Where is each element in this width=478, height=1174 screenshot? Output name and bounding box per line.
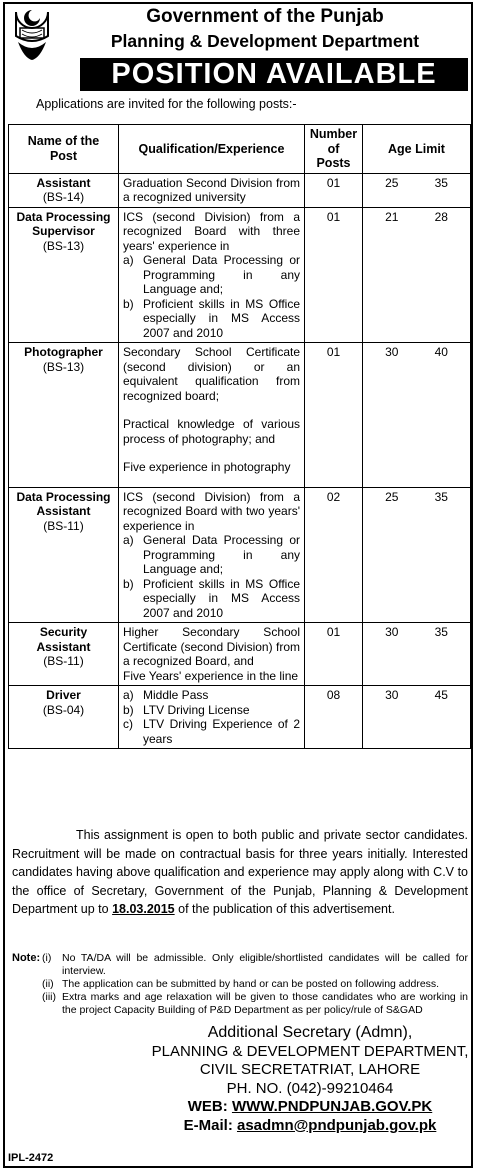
note-text: No TA/DA will be admissible. Only eligible/shortlisted candidates will be called for interview. [62, 952, 468, 977]
list-text: General Data Processing or Programming in any Language and; [143, 253, 300, 296]
government-crest-icon [10, 6, 54, 62]
list-marker: b) [123, 576, 134, 591]
phone-number: PH. NO. (042)-99210464 [226, 1079, 394, 1097]
email-link[interactable]: asadmn@pndpunjab.gov.pk [236, 1116, 437, 1134]
qualification-cell [119, 173, 305, 207]
age-limit-cell [363, 343, 471, 488]
number-of-posts: 01 [305, 623, 363, 686]
list-marker: c) [123, 717, 133, 731]
contact-address [150, 1024, 470, 1135]
list-text: Proficient skills in MS Office especially in MS Access 2007 and 2010 [143, 296, 300, 340]
qualification-text: Practical knowledge of various process of photography; and [123, 417, 300, 446]
website-link[interactable]: WWW.PNDPUNJAB.GOV.PK [231, 1098, 433, 1115]
post-name: Assistant [36, 175, 91, 190]
post-name-cell [9, 623, 119, 686]
age-min: 30 [385, 345, 399, 359]
number-of-posts: 08 [305, 686, 363, 749]
table-row [9, 487, 471, 623]
qualification-cell [119, 623, 305, 686]
list-marker: b) [123, 296, 134, 311]
post-name-cell [9, 343, 119, 488]
number-of-posts: 02 [305, 487, 363, 623]
table-row [9, 207, 471, 343]
post-scale: (BS-14) [42, 190, 85, 204]
age-max: 35 [434, 175, 448, 190]
age-max: 40 [434, 345, 448, 359]
qualification-cell [119, 686, 305, 749]
number-of-posts: 01 [305, 343, 363, 488]
list-text: LTV Driving Experience of 2 years [143, 717, 300, 746]
table-row [9, 343, 471, 488]
age-limit-cell [363, 487, 471, 623]
age-min: 21 [385, 209, 399, 224]
list-item [123, 297, 300, 341]
list-marker: b) [123, 702, 134, 717]
list-item [123, 253, 300, 297]
intro-text: Applications are invited for the following posts:- [36, 97, 297, 111]
list-item [123, 703, 300, 718]
header-post-name: Name of the Post [9, 125, 119, 174]
qualification-text: Five experience in photography [123, 460, 291, 474]
note-label: Note: [12, 952, 41, 964]
list-item [12, 991, 468, 1017]
website-label: WEB: [187, 1098, 228, 1115]
table-row [9, 686, 471, 749]
post-name: Security Assistant [36, 625, 91, 654]
post-name: Data Processing Supervisor [16, 209, 111, 238]
list-item [123, 533, 300, 577]
table-row [9, 173, 471, 207]
list-item [123, 688, 300, 703]
age-max: 45 [434, 688, 448, 702]
qualification-text: Higher Secondary School Certificate (second Division) from a recognized Board, and [123, 625, 300, 668]
note-marker: (iii) [42, 991, 56, 1003]
list-text: Proficient skills in MS Office especially in MS Access 2007 and 2010 [143, 576, 300, 620]
post-name-cell [9, 487, 119, 623]
post-name-cell [9, 173, 119, 207]
post-name: Photographer [24, 345, 103, 359]
list-item [12, 952, 468, 978]
department-title: Planning & Development Department [110, 31, 420, 51]
note-text: The application can be submitted by hand or can be posted on following address. [62, 978, 440, 990]
age-limit-cell [363, 686, 471, 749]
list-marker: a) [123, 688, 134, 702]
deadline-date: 18.03.2015 [112, 902, 175, 916]
age-limit-cell [363, 623, 471, 686]
age-min: 25 [385, 489, 399, 504]
note-marker: (i) [42, 952, 52, 964]
post-scale: (BS-11) [43, 654, 84, 668]
list-marker: a) [123, 253, 134, 267]
list-text: Middle Pass [143, 688, 209, 702]
age-min: 25 [385, 175, 399, 190]
table-header-row [9, 125, 471, 174]
post-name-cell [9, 686, 119, 749]
post-scale: (BS-11) [43, 518, 84, 533]
age-min: 30 [385, 688, 399, 702]
position-available-banner: POSITION AVAILABLE [80, 58, 468, 91]
table-row [9, 623, 471, 686]
post-scale: (BS-13) [42, 238, 85, 253]
number-of-posts: 01 [305, 207, 363, 343]
qualification-cell [119, 207, 305, 343]
age-max: 28 [434, 209, 448, 224]
body-paragraph-text: This assignment is open to both public and private sector candidates. Recruitment will be made on contractual basis for three years initially. Interested candidates having above qualification and experience may apply along with C.V to the office of Secretary, Government of the Punjab, Planning & Development Department up to [12, 828, 468, 916]
post-name-cell [9, 207, 119, 343]
age-max: 35 [434, 625, 448, 639]
website-line [150, 1098, 470, 1117]
header-qualification: Qualification/Experience [119, 125, 305, 174]
age-limit-cell [363, 207, 471, 343]
body-paragraph [12, 826, 468, 919]
header-number-of-posts: Number of Posts [305, 125, 363, 174]
age-max: 35 [434, 489, 448, 504]
posts-table [8, 124, 471, 749]
qualification-cell [119, 487, 305, 623]
notes-section [12, 952, 468, 1017]
qualification-cell [119, 343, 305, 488]
qualification-text: ICS (second Division) from a recognized Board with three years' experience in [123, 209, 300, 253]
qualification-text: ICS (second Division) from a recognized Board with two years' experience in [123, 489, 300, 533]
post-name: Data Processing Assistant [16, 489, 111, 518]
list-marker: a) [123, 533, 134, 547]
list-item [12, 978, 468, 991]
post-scale: (BS-13) [42, 359, 85, 374]
list-item [123, 577, 300, 621]
address-line: CIVIL SECRETATRIAT, LAHORE [199, 1061, 421, 1078]
government-title: Government of the Punjab [146, 6, 384, 27]
header-age-limit: Age Limit [363, 125, 471, 174]
note-text: Extra marks and age relaxation will be given to those candidates who are working in the project Capacity Building of P&D Department as per policy/rule of S&GAD [62, 991, 468, 1016]
post-scale: (BS-04) [42, 702, 85, 717]
address-line: PLANNING & DEVELOPMENT DEPARTMENT, [151, 1042, 469, 1060]
qualification-text: Graduation Second Division from a recognized university [123, 175, 300, 204]
note-marker: (ii) [42, 978, 54, 990]
age-limit-cell [363, 173, 471, 207]
body-paragraph-end: of the publication of this advertisement. [178, 902, 395, 916]
post-name: Driver [46, 688, 81, 702]
email-line [150, 1117, 470, 1136]
list-text: General Data Processing or Programming in any Language and; [143, 533, 300, 576]
list-item [123, 717, 300, 746]
publication-code: IPL-2472 [8, 1152, 54, 1164]
address-line: Additional Secretary (Admn), [207, 1024, 413, 1041]
qualification-text: Five Years' experience in the line [123, 668, 299, 683]
number-of-posts: 01 [305, 173, 363, 207]
email-label: E-Mail: [183, 1116, 233, 1134]
age-min: 30 [385, 625, 399, 639]
qualification-text: Secondary School Certificate (second division) or an equivalent qualification from recognized board; [123, 345, 300, 403]
list-text: LTV Driving License [143, 702, 250, 717]
